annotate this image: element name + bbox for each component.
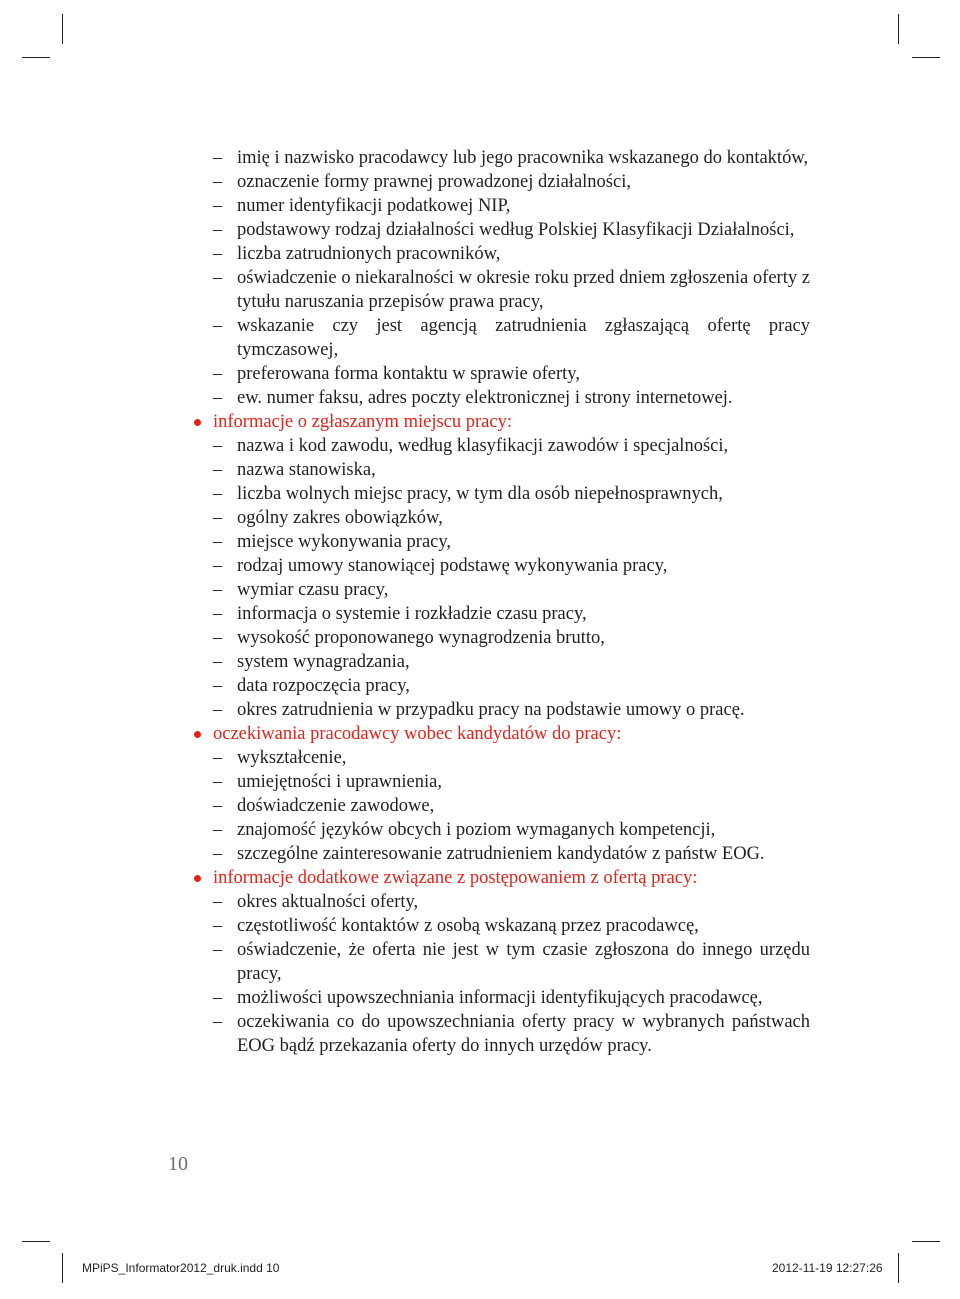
list-item-text: imię i nazwisko pracodawcy lub jego pracownika wskazanego do kontaktów, [237,148,809,168]
list-item [192,698,810,722]
dash-marker: – [213,628,223,648]
list-item-text: oznaczenie formy prawnej prowadzonej działalności, [237,172,631,192]
dash-marker: – [213,652,223,672]
dash-marker: – [213,748,223,768]
red-bullet-icon [194,731,201,738]
list-item [192,482,810,506]
dash-marker: – [213,796,223,816]
list-item-text: liczba wolnych miejsc pracy, w tym dla osób niepełnosprawnych, [237,484,723,504]
dash-marker: – [213,700,223,720]
dash-marker: – [213,244,223,264]
list-item [192,554,810,578]
list-item-text: ogólny zakres obowiązków, [237,508,443,528]
list-item [192,602,810,626]
list-item-text: umiejętności i uprawnienia, [237,772,442,792]
list-item-text: możliwości upowszechniania informacji identyfikujących pracodawcę, [237,988,763,1008]
crop-mark [22,57,50,58]
section-heading-expectations [192,722,810,746]
list-item [192,938,810,986]
dash-marker: – [213,580,223,600]
job-info-list [192,434,810,722]
section-heading-text: informacje o zgłaszanym miejscu pracy: [213,412,512,432]
dash-marker: – [213,364,223,384]
list-item-text: ew. numer faksu, adres poczty elektronicznej i strony internetowej. [237,388,733,408]
dash-marker: – [213,844,223,864]
slug-timestamp: 2012-11-19 12:27:26 [772,1261,883,1275]
dash-marker: – [213,172,223,192]
dash-marker: – [213,532,223,552]
list-item [192,1010,810,1058]
dash-marker: – [213,148,223,168]
dash-marker: – [213,1012,223,1032]
crop-mark [62,1253,63,1283]
dash-marker: – [213,316,223,336]
list-item [192,530,810,554]
dash-marker: – [213,988,223,1008]
list-item-text: system wynagradzania, [237,652,410,672]
list-item [192,842,810,866]
red-bullet-icon [194,419,201,426]
dash-marker: – [213,892,223,912]
list-item-text: częstotliwość kontaktów z osobą wskazaną przez pracodawcę, [237,916,699,936]
list-item [192,794,810,818]
expectations-list [192,746,810,866]
list-item [192,770,810,794]
dash-marker: – [213,196,223,216]
crop-mark [22,1241,50,1242]
list-item [192,314,810,362]
crop-mark [62,14,63,44]
list-item-text: numer identyfikacji podatkowej NIP, [237,196,511,216]
crop-mark [912,57,940,58]
dash-marker: – [213,556,223,576]
list-item [192,386,810,410]
list-item [192,650,810,674]
list-item [192,578,810,602]
dash-marker: – [213,820,223,840]
section-heading-additional-info [192,866,810,890]
list-item-text: wykształcenie, [237,748,347,768]
list-item-text: okres aktualności oferty, [237,892,419,912]
list-item [192,362,810,386]
list-item-text: doświadczenie zawodowe, [237,796,435,816]
list-item-text: preferowana forma kontaktu w sprawie oferty, [237,364,580,384]
list-item-text: oświadczenie, że oferta nie jest w tym czasie zgłoszona do innego urzędu pracy, [237,940,810,984]
list-item-text: oświadczenie o niekaralności w okresie roku przed dniem zgłoszenia oferty z tytułu naruszania przepisów prawa pracy, [237,268,810,312]
dash-marker: – [213,916,223,936]
crop-mark [912,1241,940,1242]
list-item-text: nazwa stanowiska, [237,460,376,480]
list-item [192,146,810,170]
list-item [192,170,810,194]
additional-info-list [192,890,810,1058]
list-item-text: wskazanie czy jest agencją zatrudnienia zgłaszającą ofertę pracy tymczasowej, [237,316,810,360]
list-item [192,986,810,1010]
list-item [192,674,810,698]
dash-marker: – [213,484,223,504]
section-heading-text: oczekiwania pracodawcy wobec kandydatów do pracy: [213,724,622,744]
list-item-text: miejsce wykonywania pracy, [237,532,452,552]
dash-marker: – [213,940,223,960]
section-heading-job-info [192,410,810,434]
list-item-text: nazwa i kod zawodu, według klasyfikacji zawodów i specjalności, [237,436,729,456]
slug-filename: MPiPS_Informator2012_druk.indd 10 [82,1261,280,1275]
list-item [192,914,810,938]
list-item [192,746,810,770]
dash-marker: – [213,436,223,456]
page-number: 10 [168,1153,188,1175]
dash-marker: – [213,460,223,480]
list-item-text: informacja o systemie i rozkładzie czasu pracy, [237,604,587,624]
list-item [192,434,810,458]
list-item-text: okres zatrudnienia w przypadku pracy na podstawie umowy o pracę. [237,700,745,720]
crop-mark [898,1253,899,1283]
list-item [192,458,810,482]
employer-data-list [192,146,810,410]
dash-marker: – [213,676,223,696]
dash-marker: – [213,388,223,408]
dash-marker: – [213,508,223,528]
list-item-text: znajomość języków obcych i poziom wymaganych kompetencji, [237,820,716,840]
list-item [192,890,810,914]
dash-marker: – [213,772,223,792]
list-item-text: oczekiwania co do upowszechniania oferty pracy w wybranych państwach EOG bądź przekazania oferty do innych urzędów pracy. [237,1012,810,1056]
list-item-text: podstawowy rodzaj działalności według Polskiej Klasyfikacji Działalności, [237,220,795,240]
list-item [192,242,810,266]
list-item-text: wymiar czasu pracy, [237,580,389,600]
list-item-text: wysokość proponowanego wynagrodzenia brutto, [237,628,605,648]
list-item-text: szczególne zainteresowanie zatrudnieniem kandydatów z państw EOG. [237,844,765,864]
list-item [192,818,810,842]
list-item-text: data rozpoczęcia pracy, [237,676,410,696]
dash-marker: – [213,604,223,624]
list-item [192,218,810,242]
list-item [192,626,810,650]
dash-marker: – [213,268,223,288]
crop-mark [898,14,899,44]
document-body [192,146,810,1058]
list-item [192,506,810,530]
list-item [192,266,810,314]
section-heading-text: informacje dodatkowe związane z postępowaniem z ofertą pracy: [213,868,698,888]
red-bullet-icon [194,875,201,882]
list-item-text: rodzaj umowy stanowiącej podstawę wykonywania pracy, [237,556,668,576]
list-item-text: liczba zatrudnionych pracowników, [237,244,501,264]
list-item [192,194,810,218]
dash-marker: – [213,220,223,240]
